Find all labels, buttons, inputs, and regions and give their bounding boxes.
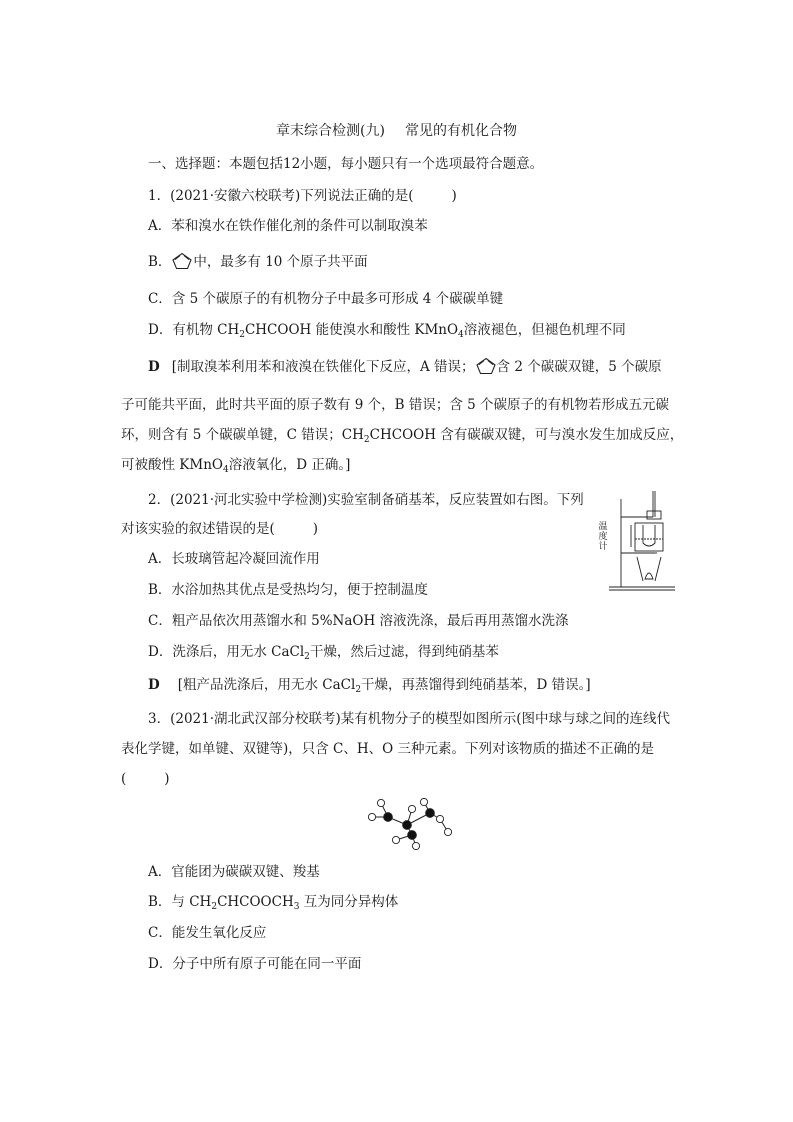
q1-answer: D — [148, 359, 160, 375]
q3-stem1: 3．(2021·湖北武汉部分校联考)某有机物分子的模型如图所示(图中球与球之间的连线代 — [148, 711, 671, 727]
q2-d-pre: D．洗涤后，用无水 CaCl — [148, 644, 305, 660]
q1-exp2: 子可能共平面，此时共平面的原子数有 9 个，B 错误；含 5 个碳原子的有机物若形成五元碳 — [121, 397, 670, 413]
q1-answer-line — [148, 357, 662, 376]
q3-b-post: 互为同分异构体 — [299, 894, 399, 910]
q3-b-sub1: 2 — [211, 902, 218, 912]
q2-stem1: 2．(2021·河北实验中学检测)实验室制备硝基苯，反应装置如右图。下列 — [148, 492, 584, 508]
q1-option-d — [148, 321, 626, 339]
q2-option-c: C．粗产品依次用蒸馏水和 5%NaOH 溶液洗涤，最后再用蒸馏水洗涤 — [148, 613, 569, 629]
q3-option-c: C．能发生氧化反应 — [148, 925, 267, 941]
apparatus-diagram — [597, 487, 677, 593]
q1-exp4 — [121, 456, 350, 474]
q2-stem2 — [121, 520, 318, 538]
q1-b-text: 中，最多有 10 个原子共平面 — [193, 254, 368, 270]
q1-stem-text: 1．(2021·安徽六校联考)下列说法正确的是( — [148, 188, 414, 204]
q1-exp4-sub: 4 — [222, 465, 229, 475]
q2-stem2-end: ) — [312, 521, 319, 537]
q1-stem-end: ) — [451, 188, 457, 204]
q3-option-a: A．官能团为碳碳双键、羧基 — [148, 864, 320, 880]
thermo-char-2: 度 — [598, 532, 608, 542]
q1-option-c: C．含 5 个碳原子的有机物分子中最多可形成 4 个碳碳单键 — [148, 291, 504, 307]
q3-bracket-left: ( — [121, 771, 127, 787]
q1-stem — [148, 187, 457, 205]
q2-exp-sub: 2 — [355, 685, 362, 695]
q1-exp3-pre: 环，则含有 5 个碳碳单键，C 错误；CH — [121, 427, 364, 443]
q1-b-prefix: B． — [148, 254, 172, 270]
q1-exp4-post: 溶液氧化，D 正确。] — [228, 457, 351, 473]
q2-exp-post: 干燥，再蒸馏得到纯硝基苯，D 错误。] — [361, 677, 591, 693]
q2-exp-pre: [粗产品洗涤后，用无水 CaCl — [177, 677, 356, 693]
thermo-char-1: 温 — [598, 522, 608, 532]
q2-stem2-text: 对该实验的叙述错误的是( — [121, 521, 275, 537]
page-title — [0, 122, 793, 140]
q2-d-sub: 2 — [304, 652, 310, 662]
section-heading: 一、选择题：本题包括12小题，每小题只有一个选项最符合题意。 — [148, 156, 544, 172]
q1-exp1-post: 含 2 个碳碳双键，5 个碳原 — [496, 359, 662, 375]
thermo-char-3: 计 — [598, 542, 608, 552]
q1-d-mid: CHCOOH 能使溴水和酸性 KMnO — [244, 322, 459, 338]
q1-d-sub2: 4 — [458, 330, 464, 340]
q2-option-d — [148, 643, 499, 661]
q3-b-sub2: 3 — [293, 902, 300, 912]
q1-exp4-pre: 可被酸性 KMnO — [121, 457, 223, 473]
q3-bracket-right: ) — [164, 771, 170, 787]
q1-exp1-pre: [制取溴苯利用苯和液溴在铁催化下反应，A 错误； — [171, 359, 475, 375]
cyclopentadiene-icon — [171, 252, 193, 270]
q3-b-pre: B．与 CH — [148, 894, 212, 910]
cyclopentadiene-icon — [475, 357, 497, 375]
q3-option-d: D．分子中所有原子可能在同一平面 — [148, 956, 362, 972]
apparatus-svg — [597, 487, 677, 593]
q3-stem3 — [121, 770, 170, 788]
title-part1: 章末综合检测(九) — [276, 123, 385, 139]
q1-exp3-sub: 2 — [363, 435, 370, 445]
q1-exp3 — [121, 426, 683, 444]
q1-exp3-post: CHCOOH 含有碳碳双键，可与溴水发生加成反应， — [369, 427, 684, 443]
q3-option-b — [148, 893, 398, 911]
q1-option-b — [148, 252, 368, 271]
ball-stick-model — [364, 798, 460, 850]
q2-answer: D — [148, 677, 160, 693]
q3-stem2: 表化学键，如单键、双键等)，只含 C、H、O 三种元素。下列对该物质的描述不正确的是 — [121, 741, 655, 757]
q1-d-sub1: 2 — [239, 330, 245, 340]
q2-option-b: B．水浴加热其优点是受热均匀，便于控制温度 — [148, 582, 428, 598]
title-part2: 常见的有机化合物 — [404, 123, 517, 139]
q3-b-mid: CHCOOCH — [217, 894, 294, 910]
q2-d-post: 干燥，然后过滤，得到纯硝基苯 — [309, 644, 499, 660]
q1-d-pre: D．有机物 CH — [148, 322, 240, 338]
q2-option-a: A．长玻璃管起冷凝回流作用 — [148, 551, 320, 567]
q2-answer-line — [148, 676, 591, 694]
q1-option-a: A．苯和溴水在铁作催化剂的条件可以制取溴苯 — [148, 218, 428, 234]
q1-d-post: 溶液褪色，但褪色机理不同 — [463, 322, 626, 338]
